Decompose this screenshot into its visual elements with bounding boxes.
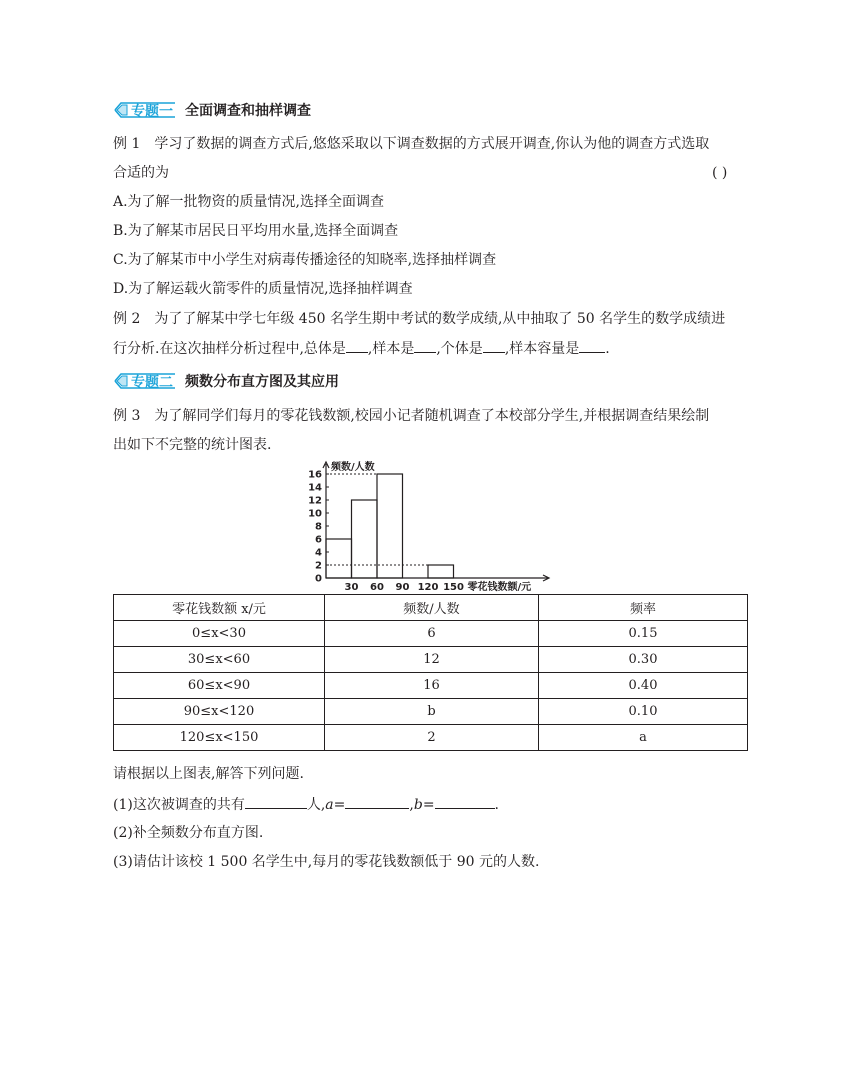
blank-sample[interactable] [414, 338, 436, 353]
x-tick-label: 150 [443, 582, 464, 593]
x-tick-label: 30 [344, 582, 359, 593]
x-axis-label: 零花钱数额/元 [467, 582, 532, 593]
y-tick-label: 0 [315, 573, 322, 585]
example3-line1 [113, 406, 709, 426]
x-tick-label: 60 [370, 582, 384, 593]
table-header-cell: 频率 [539, 595, 748, 621]
table-cell: 30≤x<60 [114, 647, 325, 673]
example2-label: 例 2 [113, 311, 141, 327]
table-cell: 90≤x<120 [114, 699, 325, 725]
y-tick-label: 2 [315, 560, 322, 572]
table-row [114, 647, 748, 673]
blank-individual[interactable] [483, 338, 505, 353]
table-cell: 6 [325, 621, 539, 647]
example1-option-c: C.为了解某市中小学生对病毒传播途径的知晓率,选择抽样调查 [113, 252, 497, 268]
table-header-cell: 频数/人数 [325, 595, 539, 621]
topic1-tag-label: 专题一 [131, 104, 173, 120]
y-tick-label: 4 [315, 547, 322, 559]
blank-b[interactable] [435, 794, 495, 809]
table-cell: 2 [325, 725, 539, 751]
topic2-heading [113, 370, 339, 392]
question-1-eq-a: = [333, 797, 346, 813]
y-tick-label: 10 [308, 508, 322, 520]
histogram-bar [326, 539, 352, 578]
question-1-eq-b: = [422, 797, 435, 813]
question-1 [113, 794, 499, 815]
example3-after-table: 请根据以上图表,解答下列问题. [113, 766, 304, 782]
table-cell: 12 [325, 647, 539, 673]
blank-a[interactable] [345, 794, 409, 809]
table-cell: b [325, 699, 539, 725]
table-row [114, 699, 748, 725]
question-3: (3)请估计该校 1 500 名学生中,每月的零花钱数额低于 90 元的人数. [113, 854, 540, 870]
example2-text-e: . [605, 341, 610, 357]
example1-option-b: B.为了解某市居民日平均用水量,选择全面调查 [113, 223, 399, 239]
example3-text-line1: 为了解同学们每月的零花钱数额,校园小记者随机调查了本校部分学生,并根据调查结果绘制 [154, 408, 710, 424]
example2-text-d: ,样本容量是 [504, 341, 580, 357]
table-cell: 0≤x<30 [114, 621, 325, 647]
example3-text-line2: 出如下不完整的统计图表. [113, 437, 272, 453]
example1-label: 例 1 [113, 136, 141, 152]
example2-text-c: ,个体是 [436, 341, 483, 357]
blank-population[interactable] [346, 338, 368, 353]
frequency-histogram [300, 458, 560, 594]
example1-option-d: D.为了解运载火箭零件的质量情况,选择抽样调查 [113, 281, 413, 297]
frequency-table [113, 594, 748, 751]
example3-label: 例 3 [113, 408, 141, 424]
topic2-tag [113, 371, 183, 391]
table-cell: a [539, 725, 748, 751]
histogram-bar [428, 565, 454, 578]
question-1-var-b: b [413, 797, 423, 813]
topic2-tag-label: 专题二 [131, 375, 173, 391]
table-row [114, 673, 748, 699]
topic1-heading [113, 99, 311, 121]
topic2-title: 频数分布直方图及其应用 [185, 374, 339, 390]
question-1-text-a: (1)这次被调查的共有 [113, 797, 245, 813]
topic1-title: 全面调查和抽样调查 [185, 103, 311, 119]
blank-sample-size[interactable] [579, 338, 605, 353]
table-cell: 120≤x<150 [114, 725, 325, 751]
table-cell: 16 [325, 673, 539, 699]
y-tick-label: 8 [315, 521, 322, 533]
example2-line2 [113, 338, 610, 359]
example1-line1 [113, 134, 709, 154]
table-cell: 0.40 [539, 673, 748, 699]
y-tick-label: 14 [308, 482, 322, 494]
example2-text-a: 行分析.在这次抽样分析过程中,总体是 [113, 341, 346, 357]
y-tick-label: 6 [315, 534, 322, 546]
example1-answer-paren: ( ) [712, 165, 728, 181]
example2-line1 [113, 309, 725, 329]
table-cell: 0.10 [539, 699, 748, 725]
y-tick-label: 12 [308, 495, 322, 507]
histogram-bar [377, 474, 403, 578]
question-1-period: . [494, 797, 499, 813]
question-1-comma: , [409, 797, 414, 813]
question-1-var-a: a [325, 797, 334, 813]
example2-text-line1: 为了了解某中学七年级 450 名学生期中考试的数学成绩,从中抽取了 50 名学生的数学成绩进 [154, 311, 726, 327]
table-row [114, 725, 748, 751]
question-1-text-b: 人, [306, 797, 326, 813]
x-tick-label: 90 [395, 582, 410, 593]
histogram-bar [352, 500, 378, 578]
table-cell: 0.15 [539, 621, 748, 647]
table-row [114, 621, 748, 647]
table-cell: 60≤x<90 [114, 673, 325, 699]
blank-total[interactable] [245, 794, 307, 809]
y-axis-label: 频数/人数 [331, 462, 375, 473]
table-header-cell: 零花钱数额 x/元 [114, 595, 325, 621]
question-2: (2)补全频数分布直方图. [113, 825, 264, 841]
y-tick-label: 16 [308, 469, 322, 481]
example1-option-a: A.为了解一批物资的质量情况,选择全面调查 [113, 194, 385, 210]
example1-question-line2: 合适的为 [113, 165, 169, 181]
x-tick-label: 120 [417, 582, 439, 593]
example1-question-line1: 学习了数据的调查方式后,悠悠采取以下调查数据的方式展开调查,你认为他的调查方式选取 [154, 136, 710, 152]
table-cell: 0.30 [539, 647, 748, 673]
table-header-row [114, 595, 748, 621]
topic1-tag [113, 100, 183, 120]
example2-text-b: ,样本是 [367, 341, 415, 357]
